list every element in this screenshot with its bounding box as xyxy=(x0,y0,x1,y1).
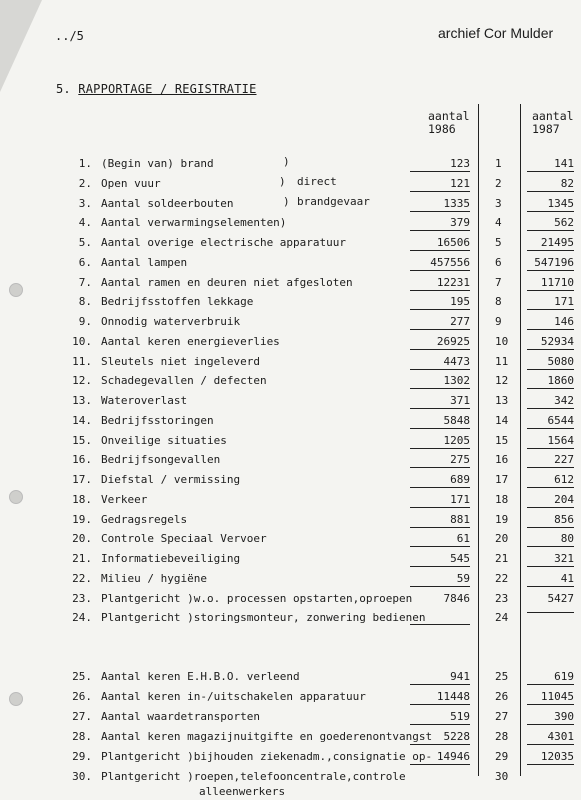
value-1986: 12231 xyxy=(410,276,470,291)
value-1986: 4473 xyxy=(410,355,470,370)
row-label: Bedrijfsongevallen xyxy=(101,453,221,467)
table-row xyxy=(0,274,581,292)
row-label: Aantal waardetransporten xyxy=(101,710,260,723)
value-1986: 59 xyxy=(410,572,470,587)
column-header-year: 1986 xyxy=(428,122,456,136)
value-1986: 11448 xyxy=(410,690,470,705)
value-1986: 121 xyxy=(410,177,470,192)
table-row xyxy=(0,333,581,351)
row-label: Aantal soldeerbouten xyxy=(101,196,234,210)
row-label: Plantgericht )storingsmonteur, zonwering bedienen xyxy=(101,611,426,625)
table-row xyxy=(0,254,581,272)
row-index: 17 xyxy=(495,473,509,486)
value-1987: 11045 xyxy=(527,690,574,705)
row-index: 16 xyxy=(495,453,509,467)
table-row xyxy=(0,728,581,746)
value-1986: 7846 xyxy=(443,591,470,605)
column-header-year: 1987 xyxy=(532,122,560,136)
row-label: Gedragsregels xyxy=(101,512,188,526)
row-index: 10 xyxy=(495,334,509,348)
row-index: 26 xyxy=(495,690,509,703)
row-label: Sleutels niet ingeleverd xyxy=(101,354,260,368)
column-header-word: aantal xyxy=(428,109,470,123)
value-1986: 689 xyxy=(410,473,470,488)
row-number: 5. xyxy=(78,236,92,249)
table-row xyxy=(0,353,581,371)
table-row xyxy=(0,491,581,509)
value-1987: 1345 xyxy=(527,197,574,212)
row-label: Aantal overige electrische apparatuur xyxy=(101,236,347,249)
value-1987: 141 xyxy=(527,157,574,172)
row-label: Plantgericht )bijhouden ziekenadm.,consignatie op- xyxy=(101,750,433,763)
row-index: 4 xyxy=(495,216,502,230)
row-label: Aantal keren magazijnuitgifte en goederenontvangst xyxy=(101,730,433,743)
row-index: 15 xyxy=(495,433,509,447)
row-index: 8 xyxy=(495,295,502,309)
row-index: 6 xyxy=(495,255,502,269)
table-row xyxy=(0,451,581,469)
row-index: 27 xyxy=(495,710,509,723)
value-1987: 82 xyxy=(527,177,574,192)
value-1987: 1860 xyxy=(527,374,574,389)
row-number: 8. xyxy=(78,295,92,309)
row-index: 18 xyxy=(495,492,509,506)
value-1987: 171 xyxy=(527,295,574,310)
row-number: 28. xyxy=(72,730,92,743)
row-label: Aantal lampen xyxy=(101,255,188,269)
row-number: 30. xyxy=(72,770,92,783)
row-label: Aantal keren E.H.B.O. verleend xyxy=(101,670,300,683)
row-number: 7. xyxy=(78,275,92,289)
value-1986 xyxy=(410,770,470,783)
value-1987: 4301 xyxy=(527,730,574,745)
table-row xyxy=(0,471,581,489)
value-1987: 227 xyxy=(527,453,574,468)
row-label: Plantgericht )w.o. processen opstarten,oproepen xyxy=(101,591,413,605)
table-row xyxy=(0,748,581,766)
row-number: 22. xyxy=(72,571,92,585)
value-1987: 204 xyxy=(527,493,574,508)
row-label: Verkeer xyxy=(101,492,148,506)
row-index: 21 xyxy=(495,552,509,565)
row-label: Schadegevallen / defecten xyxy=(101,374,267,388)
table-row xyxy=(0,708,581,726)
row-index: 12 xyxy=(495,374,509,388)
value-1986: 371 xyxy=(410,394,470,409)
row-number: 20. xyxy=(72,532,92,546)
table-row xyxy=(0,768,581,786)
value-1986: 171 xyxy=(410,493,470,508)
row-label: Aantal keren in-/uitschakelen apparatuur xyxy=(101,690,366,703)
row-label: Bedrijfsstoringen xyxy=(101,413,214,427)
value-1986: 277 xyxy=(410,315,470,330)
value-1986: 1335 xyxy=(410,197,470,212)
row-label: Bedrijfsstoffen lekkage xyxy=(101,295,254,309)
value-1987: 21495 xyxy=(527,236,574,251)
table-row xyxy=(0,609,581,627)
value-1987: 6544 xyxy=(527,414,574,429)
row-number: 26. xyxy=(72,690,92,703)
value-1986: 1205 xyxy=(410,434,470,449)
value-1986: 275 xyxy=(410,453,470,468)
row-index: 14 xyxy=(495,413,509,427)
value-1986: 1302 xyxy=(410,374,470,389)
row-number: 9. xyxy=(78,315,92,328)
value-1986: 26925 xyxy=(410,335,470,350)
value-1987: 547196 xyxy=(527,256,574,271)
row-index: 28 xyxy=(495,730,509,743)
row-label: Onnodig waterverbruik xyxy=(101,315,241,328)
table-row xyxy=(0,412,581,430)
column-header-1986 xyxy=(428,110,470,136)
value-1986: 5848 xyxy=(410,414,470,429)
value-1987: 5080 xyxy=(527,355,574,370)
row-number: 18. xyxy=(72,492,92,506)
row-number: 11. xyxy=(72,354,92,368)
folded-corner xyxy=(0,0,42,92)
row-index: 22 xyxy=(495,571,509,585)
table-row xyxy=(0,668,581,686)
section-title-text: RAPPORTAGE / REGISTRATIE xyxy=(78,82,257,96)
row-index: 1 xyxy=(495,157,502,170)
value-1987 xyxy=(527,611,574,613)
value-1987: 619 xyxy=(527,670,574,685)
row-number: 23. xyxy=(72,591,92,605)
value-1987: 12035 xyxy=(527,750,574,765)
row-number: 29. xyxy=(72,750,92,763)
row-label: (Begin van) brand xyxy=(101,157,214,170)
row-number: 13. xyxy=(72,394,92,407)
value-1987: 41 xyxy=(527,572,574,587)
row-index: 29 xyxy=(495,750,509,763)
archive-label: archief Cor Mulder xyxy=(438,25,554,41)
value-1986: 61 xyxy=(410,532,470,547)
row-number: 2. xyxy=(78,176,92,190)
bracket-mark: ) xyxy=(283,195,290,208)
value-1987: 80 xyxy=(527,532,574,547)
table-row xyxy=(0,550,581,568)
value-1986: 5228 xyxy=(410,730,470,745)
value-1986: 195 xyxy=(410,295,470,310)
table-row xyxy=(0,214,581,232)
row-label: Milieu / hygiëne xyxy=(101,571,207,585)
value-1986: 379 xyxy=(410,216,470,231)
row-index: 19 xyxy=(495,512,509,526)
value-1986: 16506 xyxy=(410,236,470,251)
table-row xyxy=(0,195,581,213)
value-1987: 146 xyxy=(527,315,574,330)
row-index: 23 xyxy=(495,591,509,605)
row-number: 27. xyxy=(72,710,92,723)
row-index: 30 xyxy=(495,770,509,783)
value-1987: 562 xyxy=(527,216,574,231)
row-number: 4. xyxy=(78,216,92,230)
row-number: 19. xyxy=(72,512,92,526)
value-1987: 52934 xyxy=(527,335,574,350)
row-number: 1. xyxy=(78,157,92,170)
table-row xyxy=(0,511,581,529)
value-1986: 941 xyxy=(410,670,470,685)
row-label: Aantal ramen en deuren niet afgesloten xyxy=(101,275,353,289)
row-number: 10. xyxy=(72,334,92,348)
row-label: Wateroverlast xyxy=(101,394,188,407)
table-row xyxy=(0,155,581,173)
row-number: 24. xyxy=(72,611,92,625)
row-label: Open vuur xyxy=(101,176,161,190)
table-row xyxy=(0,372,581,390)
row-index: 20 xyxy=(495,532,509,546)
value-1986: 123 xyxy=(410,157,470,172)
row-number: 16. xyxy=(72,453,92,467)
section-number: 5. xyxy=(56,82,71,96)
value-1986: 881 xyxy=(410,513,470,528)
row-label: Aantal keren energieverlies xyxy=(101,334,280,348)
bracket-mark: ) xyxy=(283,155,290,168)
row-number: 14. xyxy=(72,413,92,427)
value-1987: 342 xyxy=(527,394,574,409)
row-label: Controle Speciaal Vervoer xyxy=(101,532,267,546)
value-1987: 390 xyxy=(527,710,574,725)
bracket-mark: ) xyxy=(279,175,286,188)
direct-note: direct xyxy=(297,175,337,188)
table-row xyxy=(0,392,581,410)
row-number: 3. xyxy=(78,196,92,210)
row-index: 9 xyxy=(495,315,502,328)
table-row xyxy=(0,570,581,588)
row-index: 11 xyxy=(495,354,509,368)
table-row xyxy=(0,293,581,311)
row-index: 2 xyxy=(495,176,502,190)
row-number: 25. xyxy=(72,670,92,683)
value-1986: 519 xyxy=(410,710,470,725)
row-index: 7 xyxy=(495,275,502,289)
value-1987: 11710 xyxy=(527,276,574,291)
row-index: 25 xyxy=(495,670,509,683)
row-index: 3 xyxy=(495,196,502,210)
table-row xyxy=(0,234,581,252)
row-label: Aantal verwarmingselementen) xyxy=(101,216,287,230)
table-row xyxy=(0,688,581,706)
brandgevaar-note: brandgevaar xyxy=(297,195,370,208)
value-1987 xyxy=(527,770,574,771)
row-index: 24 xyxy=(495,611,509,625)
value-1986 xyxy=(410,611,470,625)
value-1987: 612 xyxy=(527,473,574,488)
table-row xyxy=(0,432,581,450)
table-row xyxy=(0,530,581,548)
row-label: Onveilige situaties xyxy=(101,433,227,447)
value-1986: 457556 xyxy=(410,256,470,271)
row-label: Plantgericht )roepen,telefooncentrale,controle xyxy=(101,770,406,783)
table-row xyxy=(0,313,581,331)
row-number: 15. xyxy=(72,433,92,447)
value-1987: 1564 xyxy=(527,434,574,449)
row-label: Informatiebeveiliging xyxy=(101,552,241,565)
value-1986: 545 xyxy=(410,552,470,567)
row-number: 17. xyxy=(72,473,92,486)
table-row xyxy=(0,175,581,193)
table-row xyxy=(0,590,581,608)
row-label: Diefstal / vermissing xyxy=(101,473,241,486)
section-title xyxy=(56,82,257,96)
row-index: 5 xyxy=(495,236,502,249)
row-index: 13 xyxy=(495,394,509,407)
value-1987: 856 xyxy=(527,513,574,528)
page-number: ../5 xyxy=(55,29,84,43)
value-1987: 5427 xyxy=(547,591,574,605)
continuation-text: alleenwerkers xyxy=(199,785,286,798)
row-number: 21. xyxy=(72,552,92,565)
column-header-1987 xyxy=(532,110,574,136)
row-number: 6. xyxy=(78,255,92,269)
row-number: 12. xyxy=(72,374,92,388)
value-1987: 321 xyxy=(527,552,574,567)
value-1986: 14946 xyxy=(410,750,470,765)
column-header-word: aantal xyxy=(532,109,574,123)
